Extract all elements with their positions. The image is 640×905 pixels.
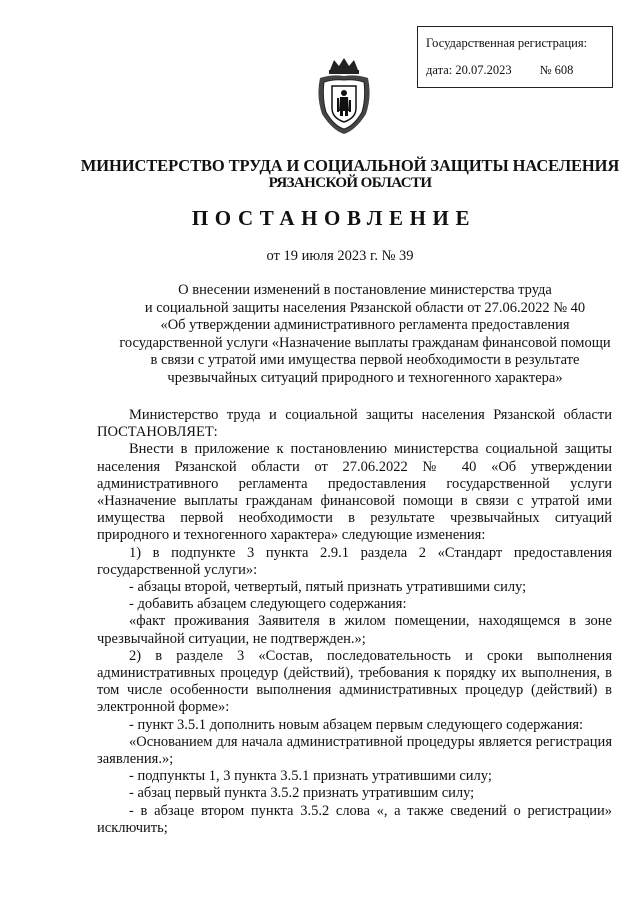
body-paragraph: - в абзаце втором пункта 3.5.2 слова «, а также сведений о регистрации» исключить; bbox=[97, 802, 612, 836]
body-paragraph: «Основанием для начала административной процедуры является регистрация заявления.»; bbox=[97, 733, 612, 768]
subject-line: О внесении изменений в постановление министерства труда bbox=[178, 282, 552, 298]
body-paragraph: - абзац первый пункта 3.5.2 признать утратившим силу; bbox=[129, 785, 475, 802]
ryazan-coat-of-arms-icon bbox=[312, 56, 376, 136]
registration-stamp bbox=[417, 26, 613, 88]
body-paragraph: Внести в приложение к постановлению министерства социальной защиты населения Рязанской области от 27.06.2022 № 40 «Об утверждении административного регламента предоставления государственной услуги «Назначение выплаты гражданам финансовой помощи в связи с утратой ими имущества первой необходимости в результате чрезвычайных ситуаций природного и техногенного характера» следующие изменения: bbox=[97, 441, 612, 544]
body-paragraph: «факт проживания Заявителя в жилом помещении, находящемся в зоне чрезвычайной ситуации, не подтвержден.»; bbox=[97, 613, 612, 647]
body-paragraph: Министерство труда и социальной защиты населения Рязанской области ПОСТАНОВЛЯЕТ: bbox=[97, 407, 612, 441]
body-paragraph: - добавить абзацем следующего содержания: bbox=[129, 596, 407, 613]
subject-line: в связи с утратой ими имущества первой необходимости в результате bbox=[150, 352, 580, 368]
document-body bbox=[97, 407, 612, 837]
body-paragraph: - абзацы второй, четвертый, пятый признать утратившими силу; bbox=[129, 579, 527, 596]
body-paragraph: - подпункты 1, 3 пункта 3.5.1 признать утратившими силу; bbox=[129, 768, 492, 785]
body-paragraph: 2) в разделе 3 «Состав, последовательность и сроки выполнения административных процедур (действий), требования к порядку их выполнения, в том числе особенности выполнения административных процедур (действий) в электронной форме»: bbox=[97, 647, 612, 716]
subject-line: «Об утверждении административного регламента предоставления bbox=[160, 317, 570, 333]
body-paragraph: - пункт 3.5.1 дополнить новым абзацем первым следующего содержания: bbox=[129, 716, 584, 733]
registration-number: № 608 bbox=[539, 63, 574, 77]
subject-line: государственной услуги «Назначение выплаты гражданам финансовой помощи bbox=[119, 334, 611, 351]
registration-label: Государственная регистрация: bbox=[426, 36, 588, 50]
subject-line: и социальной защиты населения Рязанской области от 27.06.2022 № 40 bbox=[144, 299, 586, 316]
registration-date: дата: 20.07.2023 bbox=[426, 63, 512, 77]
subject-line: чрезвычайных ситуаций природного и техногенного характера» bbox=[167, 369, 563, 386]
ministry-name-line2: РЯЗАНСКОЙ ОБЛАСТИ bbox=[268, 175, 432, 191]
document-subject bbox=[60, 282, 640, 387]
ministry-name-line1: МИНИСТЕРСТВО ТРУДА И СОЦИАЛЬНОЙ ЗАЩИТЫ НАСЕЛЕНИЯ bbox=[80, 156, 620, 175]
document-type-title: ПОСТАНОВЛЕНИЕ bbox=[191, 206, 477, 230]
document-date-number: от 19 июля 2023 г. № 39 bbox=[266, 248, 414, 264]
body-paragraph: 1) в подпункте 3 пункта 2.9.1 раздела 2 «Стандарт предоставления государственной услуги»: bbox=[97, 544, 612, 578]
